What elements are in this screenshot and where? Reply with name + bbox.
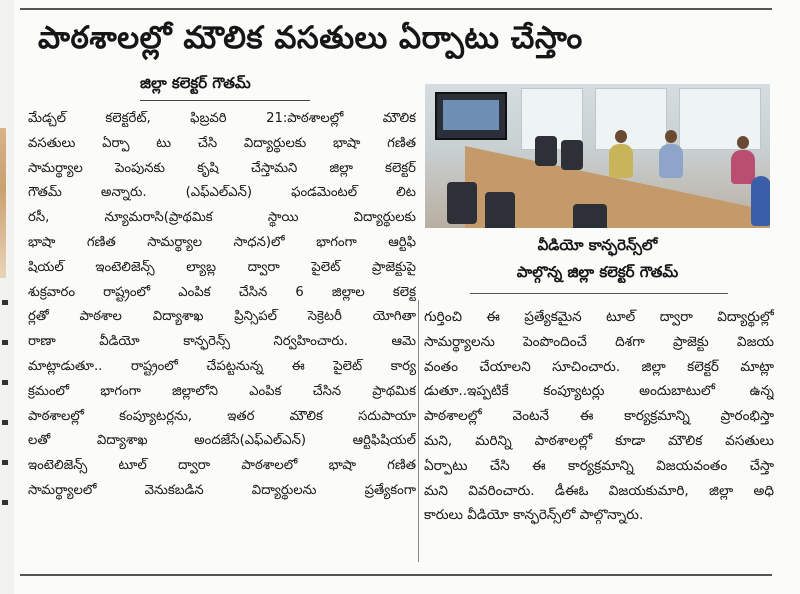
body-line: మాట్లాడుతూ.. రాష్ట్రంలో చేపట్టనున్న ఈ పైలెట్ కార్య: [28, 358, 416, 374]
body-line: శుక్రవారం రాష్ట్రంలో ఎంపిక చేసిన 6 జిల్లాల కలెక్ట: [28, 284, 416, 300]
top-rule: [20, 8, 772, 10]
text-fragment: [2, 420, 8, 425]
article-photo: [425, 84, 770, 228]
body-line: గౌతమ్ అన్నారు. (ఎఫ్ఎల్ఎన్) ఫండమెంటల్ లిట: [28, 185, 416, 201]
body-column-right: [424, 305, 774, 528]
body-line: ర్లతో పాఠశాల విద్యాశాఖ ప్రిన్సిపల్ సెక్రెటరీ యోగితా: [28, 309, 416, 325]
body-line: ఇంటెలిజెన్స్ టూల్ ద్వారా పాఠశాలలో భాషా గణిత: [28, 458, 416, 474]
bottom-rule: [20, 574, 772, 576]
person-head: [615, 130, 627, 143]
caption-line: పాల్గొన్న జిల్లా కలెక్టర్ గౌతమ్: [516, 263, 679, 281]
person: [751, 176, 770, 226]
body-line: గుర్తించి ఈ ప్రత్యేకమైన టూల్ ద్వారా విద్యార్థుల్లో: [424, 309, 774, 325]
article-byline: జిల్లా కలెక్టర్ గౌతమ్: [140, 74, 310, 101]
person-head: [665, 130, 677, 143]
text-fragment: [2, 500, 8, 505]
body-line: భాషా గణిత సామర్థ్యాల సాధన)లో భాగంగా ఆర్టిఫి: [28, 234, 416, 250]
body-line: వసతులు ఏర్పా టు చేసి విద్యార్థులకు భాషా గణిత: [28, 135, 416, 151]
body-line: సామర్థ్యాల పెంపునకు కృషి చేస్తామని జిల్లా కలెక్టర్: [28, 160, 416, 176]
column-divider: [418, 300, 419, 562]
person: [731, 150, 755, 184]
caption-line: వీడియో కాన్ఫరెన్స్‌లో: [537, 236, 658, 254]
adjacent-photo-fragment: [0, 128, 6, 278]
person-head: [737, 136, 749, 149]
chair: [573, 204, 607, 228]
body-line: క్రమంలో భాగంగా జిల్లాలోని ఎంపిక చేసిన ప్రాథమిక: [28, 383, 416, 399]
text-fragment: [2, 380, 8, 385]
body-line: లతో విద్యాశాఖ అందజేసే(ఎఫ్ఎల్ఎన్) ఆర్టిఫిషియల్: [28, 433, 416, 449]
chair: [485, 192, 515, 228]
text-fragment: [2, 460, 8, 465]
article-headline: పాఠశాలల్లో మౌలిక వసతులు ఏర్పాటు చేస్తాం: [38, 20, 583, 56]
photo-window: [595, 88, 667, 150]
video-conference-screen: [435, 92, 507, 140]
text-fragment: [2, 300, 8, 305]
text-fragment: [2, 340, 8, 345]
body-line: మేడ్చల్ కలెక్టరేట్, ఫిబ్రవరి 21:పాఠశాలల్లో మౌలిక: [28, 111, 416, 126]
body-line: రసీ, న్యూమరాసి(ప్రాథమిక స్థాయి విద్యార్థులకు: [28, 210, 416, 226]
body-line: ఏర్పాటు చేసి ఈ కార్యక్రమాన్ని విజయవంతం చేస్తా: [424, 457, 774, 474]
chair: [535, 136, 557, 166]
body-line: పాఠశాలల్లో వెంటనే ఈ కార్యక్రమాన్ని ప్రారంభిస్తా: [424, 408, 774, 425]
body-line: సామర్థ్యాలను పెంపొందించే దిశగా ప్రాజెక్టు విజయ: [424, 333, 774, 350]
body-line: మని, మరిన్ని పాఠశాలల్లో కూడా మౌలిక వసతులు: [424, 432, 774, 449]
adjacent-column-edge: [0, 0, 14, 594]
body-column-left: [28, 107, 416, 504]
body-line: వంతం చేయాలని సూచించారు. జిల్లా కలెక్టర్ మాట్లా: [424, 358, 774, 375]
body-line: కారులు వీడియో కాన్ఫరెన్స్‌లో పాల్గొన్నారు.: [424, 507, 644, 524]
person: [659, 144, 683, 178]
body-line: రాణా వీడియో కాన్ఫరెన్స్ నిర్వహించారు. ఆమె: [28, 334, 416, 350]
body-line: డుతూ..ఇప్పటికే కంప్యూటర్లు అందుబాటులో ఉన్న: [424, 383, 774, 400]
chair: [561, 140, 583, 170]
person: [609, 144, 633, 178]
caption-divider: [470, 293, 728, 294]
body-line: పాఠశాలల్లో కంప్యూటర్లను, ఇతర మౌలిక సదుపాయా: [28, 408, 416, 424]
body-line: సామర్థ్యాలలో వెనుకబడిన విద్యార్థులను ప్రత్యేకంగా: [28, 482, 416, 498]
body-line: షియల్ ఇంటెలిజెన్స్ ల్యాబ్ల ద్వారా పైలెట్ ప్రాజెక్టుపై: [28, 259, 416, 275]
body-line: మని వివరించారు. డీఈఓ విజయకుమారి, జిల్లా అధి: [424, 482, 774, 499]
chair: [447, 182, 477, 224]
photo-caption: [425, 232, 770, 286]
